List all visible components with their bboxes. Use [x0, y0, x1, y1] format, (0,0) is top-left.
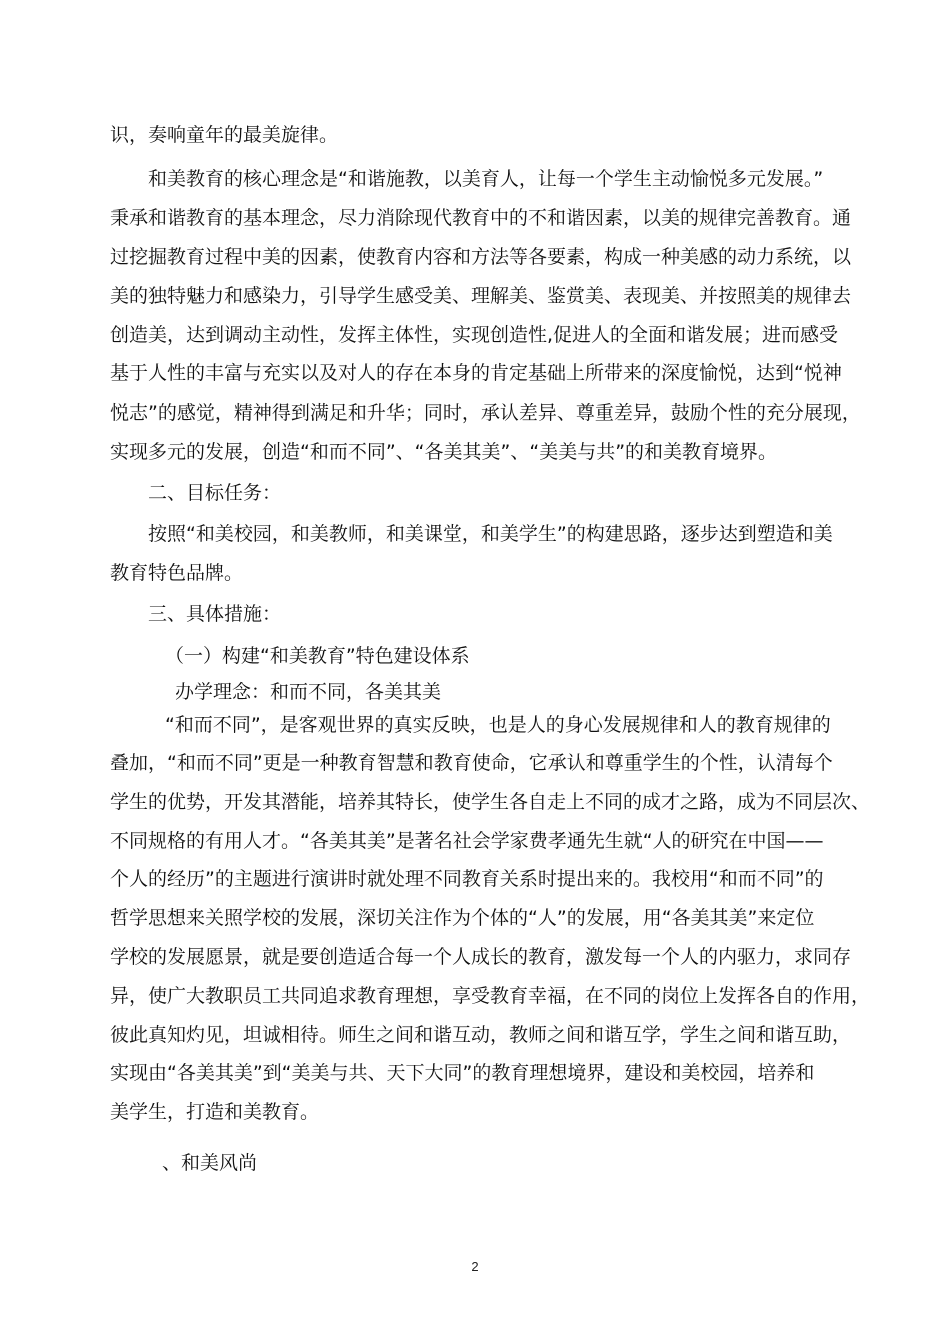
text-line: 学生的优势，开发其潜能，培养其特长，使学生各自走上不同的成才之路，成为不同层次、: [110, 791, 871, 813]
text-line: 实现由“各美其美”到“美美与共、天下大同”的教育理想境界，建设和美校园，培养和: [110, 1062, 815, 1084]
text-line: 和美教育的核心理念是“和谐施教，以美育人，让每一个学生主动愉悦多元发展。”: [148, 168, 824, 190]
subsection-heading: （一）构建“和美教育”特色建设体系: [165, 645, 470, 667]
text-line: 美学生，打造和美教育。: [110, 1101, 320, 1123]
text-line: 教育特色品牌。: [110, 562, 244, 584]
text-line: 叠加，“和而不同”更是一种教育智慧和教育使命，它承认和尊重学生的个性，认清每个: [110, 752, 833, 774]
text-line: 按照“和美校园，和美教师，和美课堂，和美学生”的构建思路，逐步达到塑造和美: [148, 523, 833, 545]
section-heading: 三、具体措施：: [148, 603, 282, 625]
text-line: 办学理念：和而不同，各美其美: [175, 681, 442, 703]
text-line: 悦志”的感觉，精神得到满足和升华；同时，承认差异、尊重差异，鼓励个性的充分展现，: [110, 402, 861, 424]
text-line: 彼此真知灼见，坦诚相待。师生之间和谐互动，教师之间和谐互学，学生之间和谐互助，: [110, 1024, 852, 1046]
text-line: 不同规格的有用人才。“各美其美”是著名社会学家费孝通先生就“人的研究在中国——: [110, 830, 824, 852]
text-line: 异，使广大教职员工共同追求教育理想，享受教育幸福，在不同的岗位上发挥各自的作用，: [110, 985, 871, 1007]
text-line: 识，奏响童年的最美旋律。: [110, 124, 339, 146]
text-line: 实现多元的发展，创造“和而不同”、“各美其美”、“美美与共”的和美教育境界。: [110, 441, 778, 463]
text-line: 过挖掘教育过程中美的因素，使教育内容和方法等各要素，构成一种美感的动力系统，以: [110, 246, 852, 268]
text-line: 学校的发展愿景，就是要创造适合每一个人成长的教育，激发每一个人的内驱力，求同存: [110, 946, 852, 968]
text-line: “和而不同”，是客观世界的真实反映，也是人的身心发展规律和人的教育规律的: [165, 714, 831, 736]
text-line: 创造美，达到调动主动性，发挥主体性，实现创造性,促进人的全面和谐发展；进而感受: [110, 324, 839, 346]
section-heading: 、和美风尚: [162, 1152, 258, 1174]
text-line: 美的独特魅力和感染力，引导学生感受美、理解美、鉴赏美、表现美、并按照美的规律去: [110, 285, 852, 307]
text-line: 哲学思想来关照学校的发展，深切关注作为个体的“人”的发展，用“各美其美”来定位: [110, 907, 815, 929]
text-line: 秉承和谐教育的基本理念，尽力消除现代教育中的不和谐因素，以美的规律完善教育。通: [110, 207, 852, 229]
text-line: 个人的经历”的主题进行演讲时就处理不同教育关系时提出来的。我校用“和而不同”的: [110, 868, 824, 890]
text-line: 基于人性的丰富与充实以及对人的存在本身的肯定基础上所带来的深度愉悦，达到“悦神: [110, 362, 842, 384]
section-heading: 二、目标任务：: [148, 482, 282, 504]
page-number: 2: [471, 1259, 479, 1274]
